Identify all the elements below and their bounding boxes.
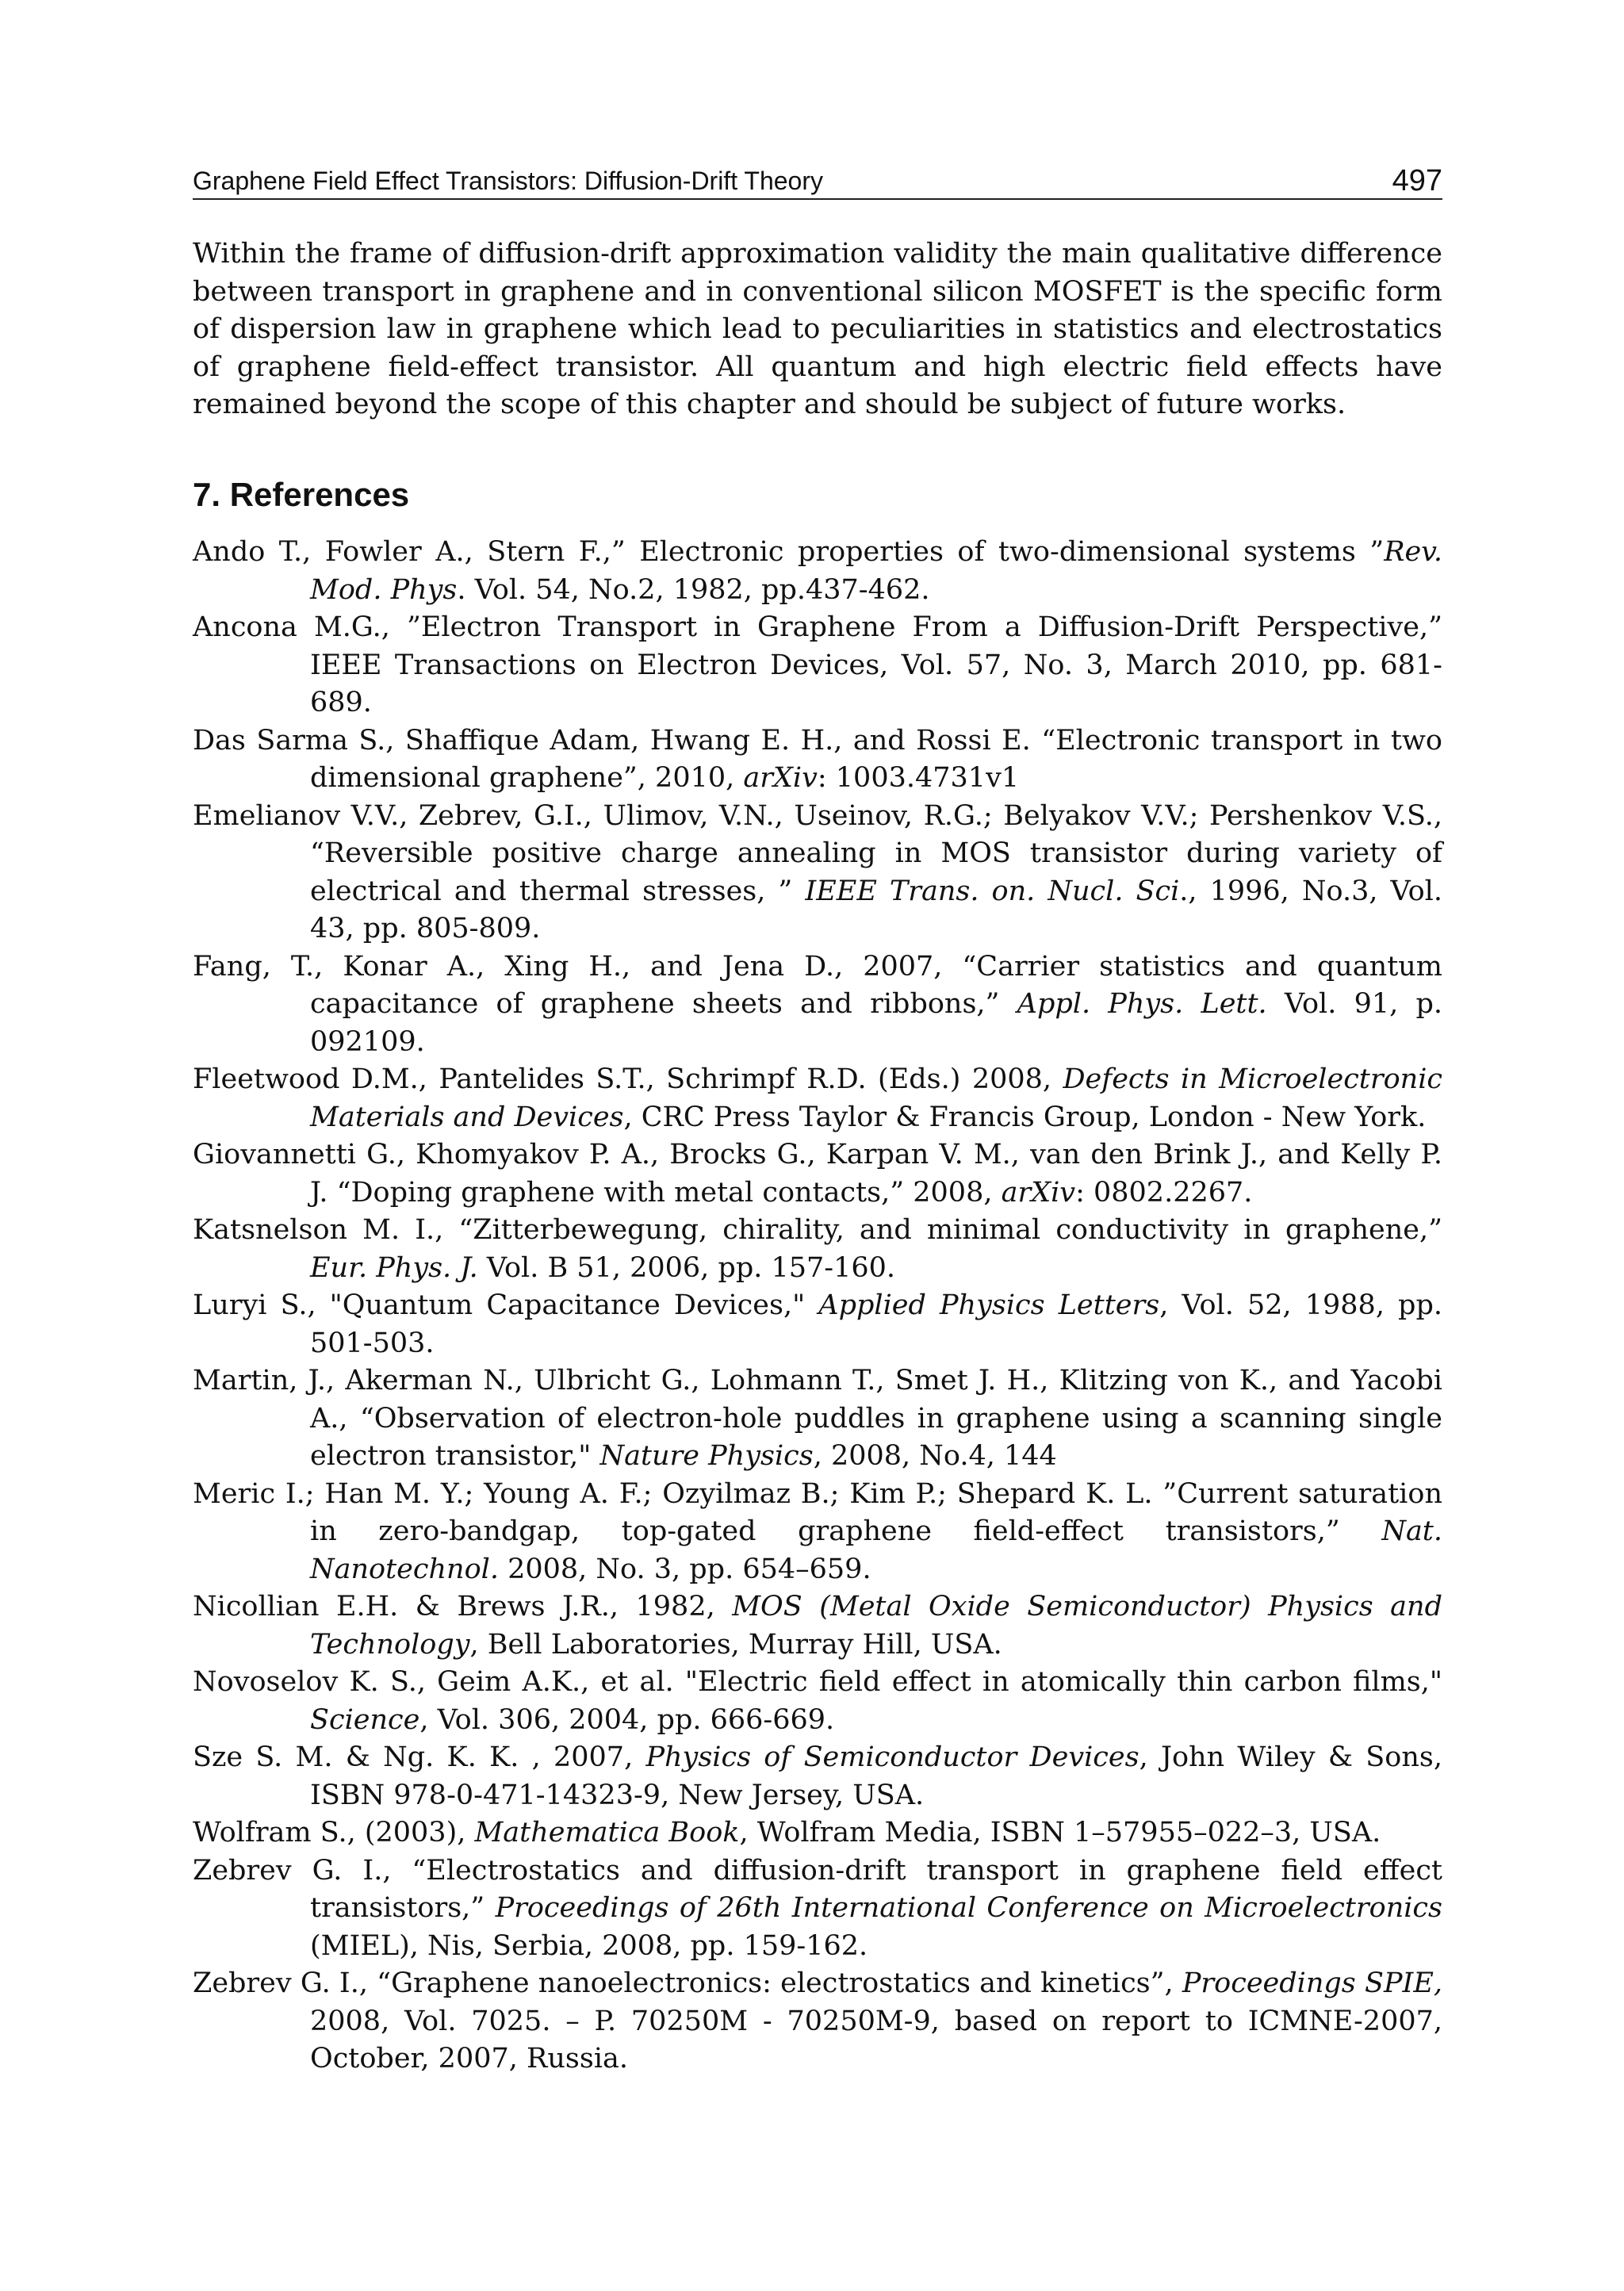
reference-italic-text: Physics of Semiconductor Devices (645, 1741, 1139, 1773)
reference-text: ., 1996, No.3, Vol. 43, pp. 805-809. (310, 875, 1442, 944)
reference-text: Vol. 91, p. 092109. (310, 988, 1442, 1058)
reference-italic-text: Defects in Microelectronic Materials and Devices (310, 1063, 1443, 1133)
reference-italic-text: IEEE Trans. on. Nucl. Sci (805, 875, 1180, 907)
reference-text: . Vol. 54, No.2, 1982, pp.437-462. (457, 573, 930, 606)
reference-text: (MIEL), Nis, Serbia, 2008, pp. 159-162. (310, 1929, 868, 1962)
reference-text: Nicollian E.H. & Brews J.R., 1982, (193, 1591, 733, 1622)
reference-entry (193, 1965, 1442, 2078)
reference-text: Novoselov K. S., Geim A.K., et al. "Electric field effect in atomically thin carbon films," (193, 1666, 1442, 1698)
page-number: 497 (1392, 164, 1442, 197)
reference-list (193, 534, 1442, 2078)
reference-italic-text: Nature Physics (599, 1440, 814, 1472)
reference-text: , Vol. 306, 2004, pp. 666-669. (419, 1703, 835, 1736)
running-title: Graphene Field Effect Transistors: Diffusion-Drift Theory (193, 167, 823, 195)
section-heading: 7. References (193, 476, 410, 513)
reference-text: Giovannetti G., Khomyakov P. A., Brocks G., Karpan V. M., van den Brink J., and Kelly P. J. “Doping graphene with metal contacts,” 2008, (193, 1139, 1442, 1209)
reference-text: , Bell Laboratories, Murray Hill, USA. (469, 1628, 1002, 1661)
reference-entry (193, 798, 1442, 948)
reference-text: Sze S. M. & Ng. K. K. , 2007, (193, 1741, 646, 1773)
reference-entry (193, 1061, 1442, 1136)
reference-entry (193, 1362, 1442, 1476)
reference-italic-text: Proceedings SPIE, (1182, 1967, 1442, 1999)
reference-italic-text: Rev. Mod. Phys (310, 536, 1442, 606)
reference-italic-text: MOS (Metal Oxide Semiconductor) Physics and Technology (310, 1591, 1442, 1661)
reference-entry (193, 1287, 1442, 1362)
reference-italic-text: Appl. Phys. Lett. (1017, 988, 1267, 1020)
reference-text: 2008, No. 3, pp. 654–659. (498, 1553, 871, 1585)
reference-text: Fang, T., Konar A., Xing H., and Jena D., 2007, “Carrier statistics and quantum capacitance of graphene sheets and ribbons,” (193, 950, 1442, 1020)
reference-entry (193, 948, 1442, 1062)
reference-text: Vol. B 51, 2006, pp. 157-160. (477, 1251, 896, 1284)
reference-text: Ando T., Fowler A., Stern F.,” Electronic properties of two-dimensional systems ” (193, 536, 1385, 568)
reference-text: Martin, J., Akerman N., Ulbricht G., Lohmann T., Smet J. H., Klitzing von K., and Yacobi A., “Observation of electron-hole puddles in graphene using a scanning single electron transistor," (193, 1365, 1442, 1472)
reference-italic-text: Applied Physics Letters (818, 1289, 1160, 1321)
running-header (193, 163, 1442, 200)
reference-text: , Wolfram Media, ISBN 1–57955–022–3, USA. (739, 1817, 1381, 1849)
reference-italic-text: Eur. Phys. J. (310, 1251, 478, 1284)
reference-entry (193, 1664, 1442, 1739)
reference-entry (193, 1212, 1442, 1287)
reference-entry (193, 1814, 1442, 1852)
reference-entry (193, 1476, 1442, 1589)
reference-entry (193, 534, 1442, 609)
reference-text: : 0802.2267. (1075, 1176, 1253, 1209)
reference-text: 2008, Vol. 7025. – P. 70250M - 70250M-9, based on report to ICMNE-2007, October, 2007, Russia. (310, 2005, 1442, 2075)
reference-italic-text: Nat. Nanotechnol. (310, 1515, 1442, 1585)
reference-text: Zebrev G. I., “Electrostatics and diffusion-drift transport in graphene field effect transistors,” (193, 1854, 1442, 1924)
reference-italic-text: arXiv (1001, 1176, 1076, 1209)
reference-italic-text: Mathematica Book (474, 1817, 740, 1849)
reference-entry (193, 1588, 1442, 1664)
reference-text: , Vol. 52, 1988, pp. 501-503. (310, 1289, 1442, 1359)
reference-text: Emelianov V.V., Zebrev, G.I., Ulimov, V.N., Useinov, R.G.; Belyakov V.V.; Pershenkov V.S., “Reversible positive charge annealing in MOS transistor during variety of electrical and thermal stresses, ” (193, 799, 1442, 907)
reference-text: Wolfram S., (2003), (193, 1817, 475, 1849)
reference-text: Ancona M.G., ”Electron Transport in Graphene From a Diffusion-Drift Perspective,” IEEE Transactions on Electron Devices, Vol. 57, No. 3, March 2010, pp. 681-689. (193, 611, 1442, 718)
reference-text: Luryi S., "Quantum Capacitance Devices," (193, 1289, 819, 1321)
reference-text: , John Wiley & Sons, ISBN 978-0-471-14323-9, New Jersey, USA. (310, 1741, 1442, 1811)
reference-text: Katsnelson M. I., “Zitterbewegung, chirality, and minimal conductivity in graphene,” (193, 1214, 1442, 1246)
reference-italic-text: arXiv (743, 762, 818, 794)
reference-entry (193, 1852, 1442, 1966)
reference-entry (193, 609, 1442, 722)
reference-entry (193, 1739, 1442, 1814)
reference-text: , 2008, No.4, 144 (813, 1440, 1057, 1472)
reference-entry (193, 1136, 1442, 1212)
reference-text: Fleetwood D.M., Pantelides S.T., Schrimpf R.D. (Eds.) 2008, (193, 1063, 1063, 1095)
intro-paragraph: Within the frame of diffusion-drift approximation validity the main qualitative difference between transport in graphene and in conventional silicon MOSFET is the specific form of dispersion law in graphene which lead to peculiarities in statistics and electrostatics of graphene field-effect transistor. All quantum and high electric field effects have remained beyond the scope of this chapter and should be subject of future works. (193, 238, 1442, 420)
reference-text: Meric I.; Han M. Y.; Young A. F.; Ozyilmaz B.; Kim P.; Shepard K. L. ”Current saturation in zero-bandgap, top-gated graphene field-effect transistors,” (193, 1477, 1442, 1547)
reference-text: Zebrev G. I., “Graphene nanoelectronics: electrostatics and kinetics”, (193, 1967, 1182, 1999)
reference-text: , CRC Press Taylor & Francis Group, London - New York. (623, 1101, 1427, 1133)
reference-italic-text: Science (310, 1703, 420, 1736)
reference-text: : 1003.4731v1 (817, 762, 1020, 794)
reference-italic-text: Proceedings of 26th International Conference on Microelectronics (495, 1892, 1442, 1924)
reference-text: Das Sarma S., Shaffique Adam, Hwang E. H., and Rossi E. “Electronic transport in two dimensional graphene”, 2010, (193, 724, 1442, 794)
reference-entry (193, 722, 1442, 798)
